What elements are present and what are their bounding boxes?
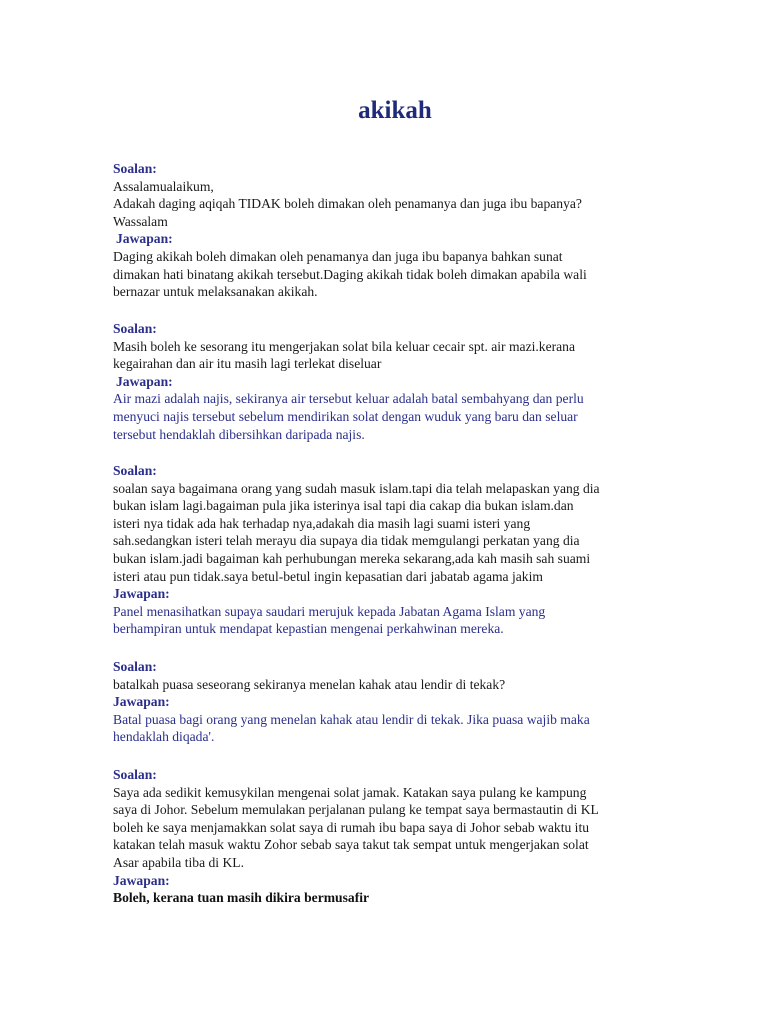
qa-item-5 [113, 766, 673, 907]
answer-label: Jawapan: [116, 373, 173, 389]
answer-text: Air mazi adalah najis, sekiranya air tersebut keluar adalah batal sembahyang dan perlu menyuci najis tersebut sebelum mendirikan solat dengan wuduk yang baru dan seluar tersebut hendaklah dibersihkan daripada najis. [113, 391, 584, 442]
question-text: soalan saya bagaimana orang yang sudah masuk islam.tapi dia telah melapaskan yang dia bukan islam lagi.bagaiman pula jika isterinya isal tapi dia cakap dia bukan islam.dan isteri nya tidak ada hak terhadap nya,adakah dia masih lagi suami isteri yang sah.sedangkan isteri telah merayu dia supaya dia tidak memgulangi perkatan yang dia bukan islam.jadi bagaiman kah perhubungan mereka sekarang,ada kah masih sah suami isteri atau pun tidak.saya betul-betul ingin kepasatian dari jabatab agama jakim [113, 480, 600, 584]
qa-item-2 [113, 320, 673, 443]
qa-item-1 [113, 160, 673, 301]
answer-label: Jawapan: [113, 586, 170, 602]
question-text: Assalamualaikum, Adakah daging aqiqah TIDAK boleh dimakan oleh penamanya dan juga ibu bapanya? Wassalam [113, 178, 582, 229]
question-text: Masih boleh ke sesorang itu mengerjakan solat bila keluar cecair spt. air mazi.kerana kegairahan dan air itu masih lagi terlekat diseluar [113, 338, 576, 372]
question-label: Soalan: [113, 321, 157, 336]
qa-item-3 [113, 462, 673, 638]
question-label: Soalan: [113, 161, 157, 176]
question-text: Saya ada sedikit kemusykilan mengenai solat jamak. Katakan saya pulang ke kampung saya di Johor. Sebelum memulakan perjalanan pulang ke tempat saya bermastautin di KL boleh ke saya menjamakkan solat saya di rumah ibu bapa saya di Johor sebab waktu itu katakan telah masuk waktu Zohor sebab saya takut tak sempat untuk mengerjakan solat Asar apabila tiba di KL. [113, 784, 599, 870]
answer-label: Jawapan: [116, 231, 173, 247]
question-label: Soalan: [113, 463, 157, 478]
question-label: Soalan: [113, 659, 157, 674]
answer-text: Daging akikah boleh dimakan oleh penamanya dan juga ibu bapanya bahkan sunat dimakan hati binatang akikah tersebut.Daging akikah tidak boleh dimakan apabila wali bernazar untuk melaksanakan akikah. [113, 248, 587, 300]
question-text: batalkah puasa seseorang sekiranya menelan kahak atau lendir di tekak? [113, 676, 506, 692]
page-title: akikah [358, 97, 432, 124]
answer-label: Jawapan: [113, 872, 170, 888]
answer-text: Panel menasihatkan supaya saudari merujuk kepada Jabatan Agama Islam yang berhampiran untuk mendapat kepastian mengenai perkahwinan mereka. [113, 603, 546, 637]
document-page [113, 0, 673, 906]
qa-item-4 [113, 658, 673, 746]
question-label: Soalan: [113, 767, 157, 782]
answer-label: Jawapan: [113, 694, 170, 710]
answer-text: Batal puasa bagi orang yang menelan kahak atau lendir di tekak. Jika puasa wajib maka hendaklah diqada'. [113, 711, 590, 745]
answer-text: Boleh, kerana tuan masih dikira bermusafir [113, 890, 370, 906]
